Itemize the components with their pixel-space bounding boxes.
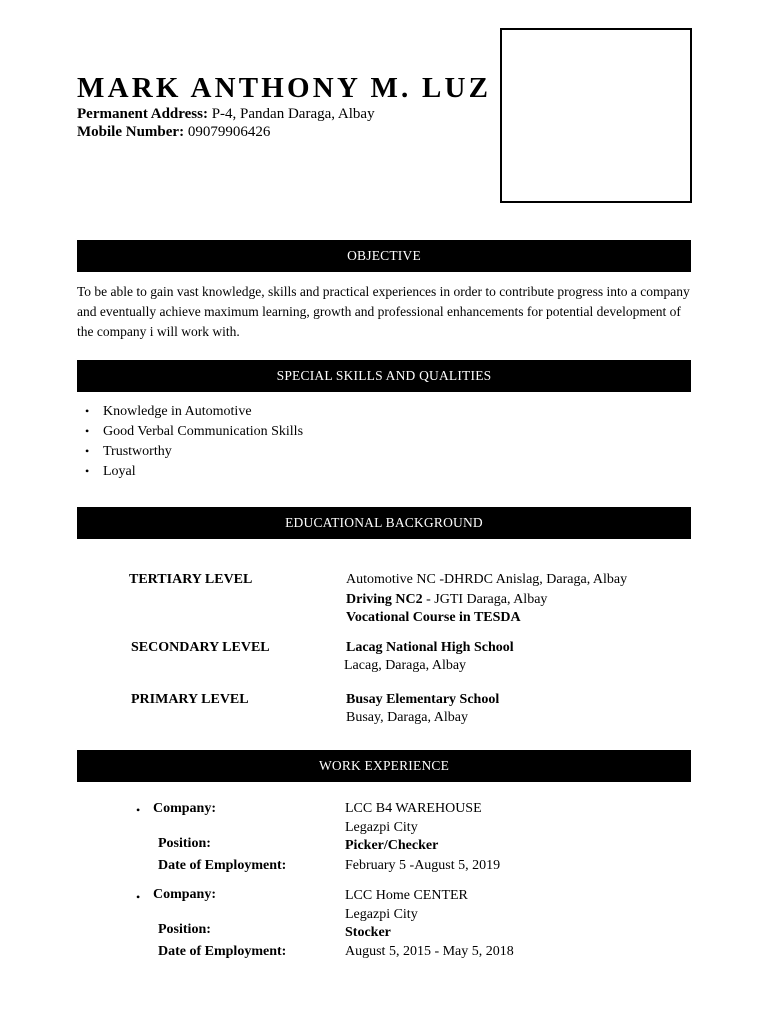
tertiary-line2-bold: Driving NC2 <box>346 592 423 607</box>
tertiary-line3: Vocational Course in TESDA <box>346 610 521 625</box>
section-header-education: EDUCATIONAL BACKGROUND <box>77 507 691 539</box>
mobile-label: Mobile Number: <box>77 124 185 140</box>
tertiary-line1: Automotive NC -DHRDC Anislag, Daraga, Albay <box>346 572 628 587</box>
skill-item: • Trustworthy <box>85 441 303 461</box>
section-header-objective: OBJECTIVE <box>77 240 691 272</box>
tertiary-line2-rest: - JGTI Daraga, Albay <box>422 592 548 607</box>
company-label: Company: <box>153 887 217 902</box>
job-position: Stocker <box>345 925 391 940</box>
tertiary-label: TERTIARY LEVEL <box>129 572 253 587</box>
address-label: Permanent Address: <box>77 106 208 122</box>
address-line <box>77 106 375 123</box>
mobile-line <box>77 124 270 141</box>
secondary-location: Lacag, Daraga, Albay <box>344 658 467 673</box>
secondary-label: SECONDARY LEVEL <box>131 640 270 655</box>
skill-item: • Loyal <box>85 461 303 481</box>
tertiary-line2 <box>346 592 547 608</box>
primary-label: PRIMARY LEVEL <box>131 692 249 707</box>
job-company: LCC Home CENTER <box>345 888 468 903</box>
skills-list <box>85 401 303 481</box>
job-city: Legazpi City <box>345 820 418 835</box>
objective-text: To be able to gain vast knowledge, skills and practical experiences in order to contribute progress into a company and eventually achieve maximum learning, growth and professional enhancements for potential development of the company i will work with. <box>77 284 690 339</box>
photo-placeholder <box>500 28 692 203</box>
job-dates: August 5, 2015 - May 5, 2018 <box>345 944 514 959</box>
job-dates: February 5 -August 5, 2019 <box>345 858 501 873</box>
position-label: Position: <box>158 922 211 937</box>
company-label: Company: <box>153 801 217 816</box>
primary-location: Busay, Daraga, Albay <box>346 710 468 725</box>
job-position: Picker/Checker <box>345 838 439 853</box>
bullet-icon: • <box>136 803 141 817</box>
mobile-value: 09079906426 <box>184 124 271 140</box>
section-header-work: WORK EXPERIENCE <box>77 750 691 782</box>
date-label: Date of Employment: <box>158 944 287 959</box>
primary-school: Busay Elementary School <box>346 692 500 707</box>
address-value: P-4, Pandan Daraga, Albay <box>207 106 375 122</box>
secondary-school: Lacag National High School <box>346 640 514 655</box>
job-city: Legazpi City <box>345 907 418 922</box>
skill-item: • Knowledge in Automotive <box>85 401 303 421</box>
skill-item: • Good Verbal Communication Skills <box>85 421 303 441</box>
applicant-name: MARK ANTHONY M. LUZ <box>77 72 492 104</box>
date-label: Date of Employment: <box>158 858 287 873</box>
section-header-skills: SPECIAL SKILLS AND QUALITIES <box>77 360 691 392</box>
job-company: LCC B4 WAREHOUSE <box>345 801 482 816</box>
bullet-icon: • <box>136 890 141 904</box>
position-label: Position: <box>158 836 211 851</box>
